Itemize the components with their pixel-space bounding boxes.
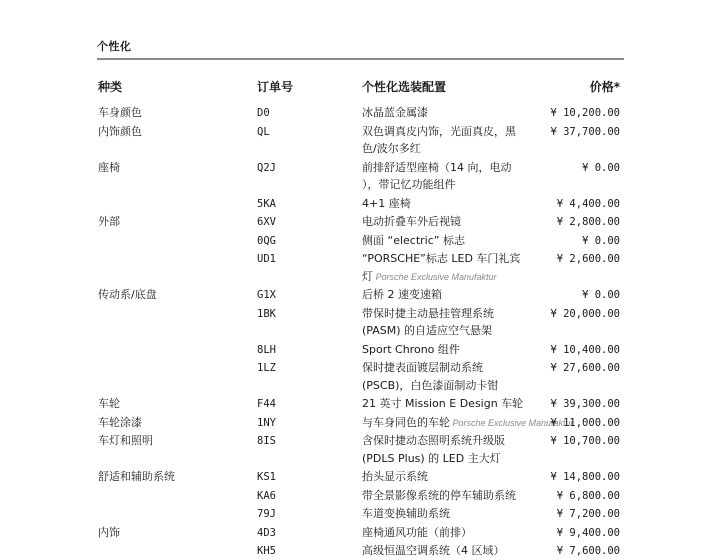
row-option	[362, 123, 537, 158]
option-line: 高级恒温空调系统（4 区域）	[362, 544, 505, 557]
row-price: ¥ 6,800.00	[556, 489, 620, 502]
row-order-code: 6XV	[257, 216, 276, 228]
row-order-code: Q2J	[257, 161, 276, 174]
option-line: ），带记忆功能组件	[362, 178, 456, 191]
row-option	[362, 432, 537, 467]
row-price: ¥ 27,600.00	[550, 362, 620, 374]
option-line: “PORSCHE”标志 LED 车门礼宾	[362, 252, 521, 265]
row-price: ¥ 10,700.00	[550, 435, 620, 447]
header-price: 价格*	[589, 80, 620, 94]
row-order-code: 1NY	[257, 416, 276, 429]
row-order-code: QL	[257, 125, 270, 138]
row-option	[362, 505, 537, 523]
row-order-code: KA6	[257, 489, 276, 502]
row-price: ¥ 9,400.00	[556, 526, 620, 539]
header-category: 种类	[98, 80, 123, 94]
row-option	[362, 232, 537, 250]
row-order-code: KH5	[257, 545, 276, 557]
option-line: 与车身同色的车轮 Porsche Exclusive Manufaktur	[362, 415, 574, 429]
row-option	[362, 195, 537, 213]
option-line: 双色调真皮内饰，光面真皮，黑	[362, 124, 516, 138]
row-option	[362, 341, 537, 359]
row-category: 车灯和照明	[98, 434, 153, 447]
row-order-code: 8LH	[257, 343, 276, 356]
option-line: 21 英寸 Mission E Design 车轮	[362, 397, 524, 410]
row-category: 座椅	[98, 160, 120, 174]
row-price: ¥ 7,600.00	[556, 545, 620, 557]
header-code: 订单号	[257, 80, 294, 94]
row-category: 车身颜色	[98, 106, 142, 119]
row-option	[362, 104, 537, 122]
row-order-code: D0	[257, 107, 270, 119]
row-order-code: 0QG	[257, 234, 276, 247]
row-option	[362, 305, 537, 340]
row-price: ¥ 0.00	[582, 289, 620, 301]
row-order-code: F44	[257, 398, 276, 410]
row-price: ¥ 10,200.00	[550, 107, 620, 119]
row-price: ¥ 0.00	[582, 161, 620, 174]
row-order-code: 79J	[257, 508, 276, 520]
option-line: 抬头显示系统	[362, 470, 428, 483]
option-line: 带全景影像系统的停车辅助系统	[362, 488, 516, 502]
row-order-code: 1BK	[257, 307, 276, 320]
row-option	[362, 542, 537, 560]
row-price: ¥ 7,200.00	[556, 508, 620, 520]
row-option	[362, 250, 537, 285]
row-category: 车轮涂漆	[98, 415, 142, 429]
option-line: (PDLS Plus) 的 LED 主大灯	[362, 451, 501, 465]
manufaktur-note: Porsche Exclusive Manufaktur	[373, 271, 497, 282]
option-line: 侧面 “electric” 标志	[362, 233, 465, 247]
row-category: 车轮	[98, 397, 120, 410]
row-price: ¥ 2,800.00	[556, 216, 620, 228]
row-price: ¥ 39,300.00	[550, 398, 620, 410]
row-category: 内饰颜色	[98, 124, 142, 138]
option-line: (PSCB)，白色漆面制动卡钳	[362, 378, 499, 392]
option-line: 后桥 2 速变速箱	[362, 288, 442, 301]
row-price: ¥ 2,600.00	[556, 253, 620, 265]
row-price: ¥ 11,000.00	[550, 416, 620, 429]
option-line: 车道变换辅助系统	[362, 507, 450, 520]
option-line: 含保时捷动态照明系统升级版	[362, 434, 505, 447]
option-line: 灯 Porsche Exclusive Manufaktur	[362, 269, 497, 283]
row-price: ¥ 14,800.00	[550, 471, 620, 483]
section-title: 个性化	[97, 40, 132, 53]
row-option	[362, 159, 537, 194]
option-line: (PASM) 的自适应空气悬架	[362, 324, 493, 337]
section-divider	[97, 58, 624, 60]
row-option	[362, 395, 537, 413]
row-option	[362, 524, 537, 542]
row-price: ¥ 0.00	[582, 234, 620, 247]
option-line: 4+1 座椅	[362, 196, 411, 210]
row-order-code: G1X	[257, 289, 276, 301]
header-option: 个性化选装配置	[362, 80, 447, 94]
row-order-code: 8IS	[257, 435, 276, 447]
row-price: ¥ 10,400.00	[550, 343, 620, 356]
row-order-code: 1LZ	[257, 362, 276, 374]
manufaktur-note: Porsche Exclusive Manufaktur	[450, 417, 574, 428]
option-line: Sport Chrono 组件	[362, 342, 460, 356]
row-price: ¥ 4,400.00	[556, 197, 620, 210]
row-option	[362, 487, 537, 505]
option-line: 带保时捷主动悬挂管理系统	[362, 306, 494, 320]
row-category: 内饰	[98, 525, 120, 539]
row-option	[362, 286, 537, 304]
row-option	[362, 213, 537, 231]
option-line: 电动折叠车外后视镜	[362, 215, 461, 228]
row-order-code: 4D3	[257, 526, 276, 539]
row-option	[362, 359, 537, 394]
option-line: 座椅通风功能（前排）	[362, 525, 472, 539]
option-line: 色/波尔多红	[362, 142, 421, 155]
row-category: 外部	[98, 215, 120, 228]
row-option	[362, 468, 537, 486]
row-price: ¥ 37,700.00	[550, 125, 620, 138]
option-line: 冰晶蓝金属漆	[362, 106, 428, 119]
row-price: ¥ 20,000.00	[550, 307, 620, 320]
row-category: 传动系/底盘	[98, 288, 157, 301]
row-order-code: UD1	[257, 253, 276, 265]
row-category: 舒适和辅助系统	[98, 470, 175, 483]
row-order-code: 5KA	[257, 197, 276, 210]
option-line: 前排舒适型座椅（14 向，电动	[362, 160, 512, 174]
row-order-code: KS1	[257, 471, 276, 483]
row-option	[362, 414, 574, 432]
option-line: 保时捷表面镀层制动系统	[362, 361, 483, 374]
